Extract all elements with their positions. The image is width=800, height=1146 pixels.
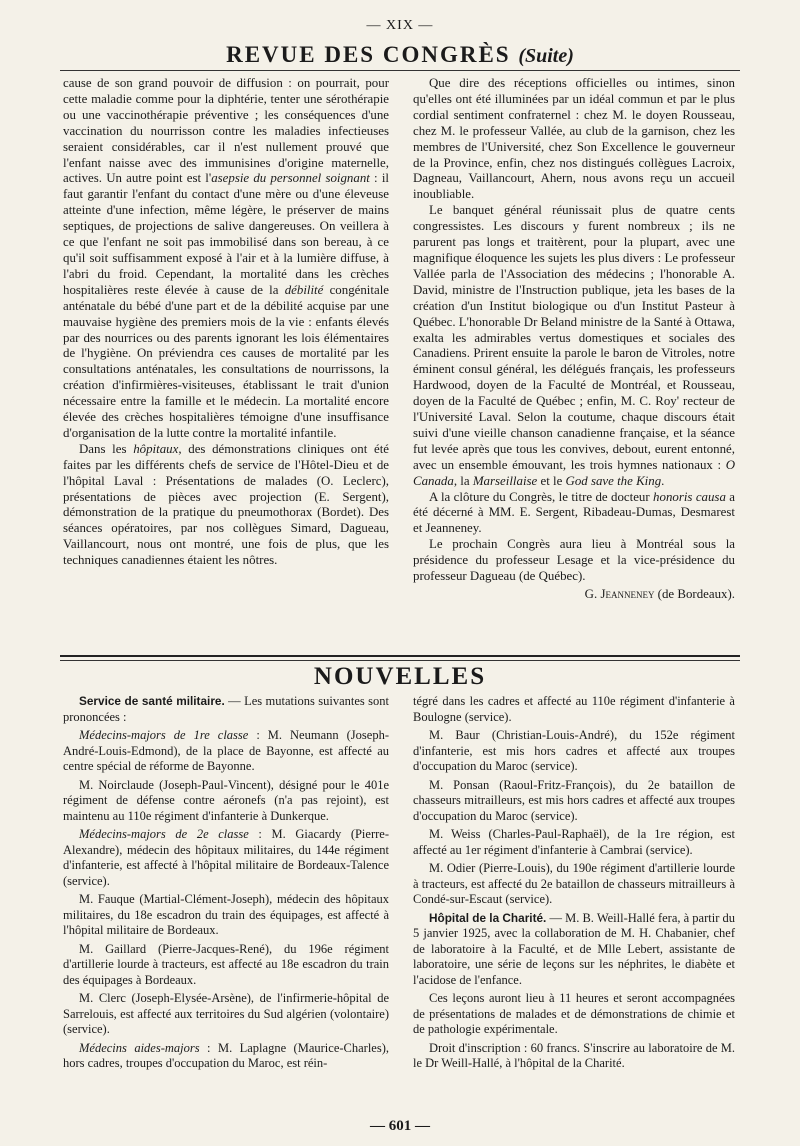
news-item: M. Gaillard (Pierre-Jacques-René), du 196e régiment d'artillerie lourde à tracteurs, est affecté au 18e escadron du train des équipages à Bordeaux. [63,941,389,987]
news-item: Ces leçons auront lieu à 11 heures et seront accompagnées de présentations de malades et de démonstrations de chimie et de pathologie expérimentale. [413,991,735,1036]
suite-label: (Suite) [518,45,574,67]
news-item: tégré dans les cadres et affecté au 110e régiment d'infanterie à Boulogne (service). [413,694,735,724]
top-left-column [63,76,389,569]
news-item: Droit d'inscription : 60 francs. S'inscrire au laboratoire de M. le Dr Weill-Hallé, à l'hôpital de la Charité. [413,1040,735,1070]
journal-title: REVUE DES CONGRÈS [226,42,511,67]
nouvelles-heading: NOUVELLES [313,663,487,690]
bottom-left-column [63,694,389,1072]
news-item: M. Clerc (Joseph-Elysée-Arsène), de l'infirmerie-hôpital de Sarrelouis, est affecté aux territoires du Sud algérien (volontaire) (service). [63,991,389,1036]
news-item: Médecins-majors de 2e classe : M. Giacardy (Pierre-Alexandre), médecin des hôpitaux militaires, du 144e régiment d'infanterie, est affecté à l'hôpital militaire de Bordeaux-Talence (service). [63,827,389,888]
roman-page-number: — XIX — [366,18,434,33]
bottom-right-column [413,694,735,1072]
news-item: Médecins aides-majors : M. Laplagne (Maurice-Charles), hors cadres, troupes d'occupation du Maroc, est réin- [63,1040,390,1070]
news-item: Hôpital de la Charité. — M. B. Weill-Hallé fera, à partir du 5 janvier 1925, avec la collaboration de M. H. Chabanier, chef de laboratoire à la Faculté, et de Mlle Lebert, assistante de laboratoire, une série de leçons sur les néphrites, le diabète et l'acidose de l'enfance. [413,910,735,987]
news-item: M. Ponsan (Raoul-Fritz-François), du 2e bataillon de chasseurs mitrailleurs, est mis hors cadres et affecté aux troupes d'occupation du Maroc (service). [413,777,735,823]
section-heading [0,42,800,69]
author-signature: G. Jeanneney (de Bordeaux). [584,587,735,601]
news-item: M. Weiss (Charles-Paul-Raphaël), de la 1re région, est affecté au 1er régiment d'infanterie à Cambrai (service). [413,827,735,857]
header-rule [60,70,740,71]
page-number: — 601 — [370,1118,430,1134]
news-item: Service de santé militaire. — Les mutations suivantes sont prononcées : [63,694,389,724]
paragraph: Le prochain Congrès aura lieu à Montréal sous la présidence du professeur Lesage et la vice-présidence du professeur Dagueau (de Québec). [413,537,735,584]
news-item: M. Fauque (Martial-Clément-Joseph), médecin des hôpitaux militaires, du 18e escadron du train des équipages, est affecté à l'hôpital militaire de Bordeaux. [63,892,389,937]
paragraph: Le banquet général réunissait plus de quatre cents congressistes. Les discours y furent nombreux ; ils ne parurent pas longs et traitèrent, pour la plupart, avec une magnifique éloquence les sujets les plus divers : Le professeur Vallée parla de l'Association des médecins ; l'honorable A. David, ministre de l'Instruction publique, jeta les bases de la création d'un Institut biologique ou d'un Institut Pasteur à Québec. L'honorable Dr Beland ministre de la Santé à Ottawa, exalta les admirables vertus domestiques et sociales des Canadiens. Prirent ensuite la parole le baron de Vitroles, notre éminent consul général, les délégués français, les professeurs Hardwood, doyen de la Faculté de Montréal, et Rousseau, doyen de la Faculté de Québec ; enfin, M. C. Roy' recteur de l'Université Laval. Selon la coutume, chaque discours était suivi d'une vieille chanson canadienne française, et la séance fut levée après que tous les convives, debout, eurent entonné, avec un ensemble émouvant, les trois hymnes nationaux : O Canada, la Marseillaise et le God save the King. [413,203,735,488]
news-item: M. Odier (Pierre-Louis), du 190e régiment d'artillerie lourde à tracteurs, est affecté du 2e bataillon de chasseurs mitrailleurs à Condé-sur-Escaut (service). [413,861,735,906]
paragraph: cause de son grand pouvoir de diffusion : on pourrait, pour cette maladie comme pour la diphtérie, tenter une sérothérapie ou une vaccinothérapie préventive ; les conséquences d'une vaccination du nourrisson contre les maladies infectieuses seraient considérables, car il n'est nullement prouvé que l'enfant naisse avec des immunisines d'origine maternelle, actives. Un autre point est l'asepsie du personnel soignant : il faut garantir l'enfant du contact d'une mère ou d'une éleveuse atteinte d'une infection, même légère, le préserver de mains septiques, de projections de salive dangereuses. On veillera à ce que l'enfant ne soit pas immobilisé dans son bereau, à ce qu'il soit suffisamment exposé à l'air et à la lumière diffuse, à l'abri du froid. Cependant, la mortalité dans les crèches hospitalières reste élevée à cause de la débilité congénitale anténatale du bébé d'une part et de la débilité acquise par une mauvaise hygiène des premiers mois de la vie : enfants élevés par des nourrices ou des parents ignorant les lois élémentaires de l'hygiène. On préviendra ces causes de mortalité par les consultations anténatales, les consultations de nourrissons, la création d'infirmières-visiteuses, établissant le trait d'union nécessaire entre la famille et le médecin. La mortalité encore élevée des crèches hospitalières témoigne d'une insuffisance d'organisation de la lutte contre la mortalité infantile. [63,76,389,440]
section-rule [60,655,740,657]
top-right-column [413,76,735,603]
paragraph: Dans les hôpitaux, des démonstrations cliniques ont été faites par les différents chefs de service de l'Hôtel-Dieu et de l'hôpital Laval : Présentations de malades (O. Leclerc), présentations de pièces avec projection (E. Sergent), démonstration de la pratique du pneumothorax (Bordet). Des séances opératoires, par nos collègues Simard, Dagueau, Vaillancourt, nous ont montré, une fois de plus, que les techniques canadiennes étaient les nôtres. [63,441,389,568]
news-item: M. Noirclaude (Joseph-Paul-Vincent), désigné pour le 401e régiment de défense contre aéronefs (n'a pas rejoint), est maintenu au 110e régiment d'infanterie à Dunkerque. [63,777,389,823]
news-item: Médecins-majors de 1re classe : M. Neumann (Joseph-André-Louis-Edmond), de la place de Bayonne, est affecté au centre spécial de réforme de Bayonne. [63,728,389,773]
paragraph: Que dire des réceptions officielles ou intimes, sinon qu'elles ont été illuminées par un idéal commun et par le plus cordial sentiment confraternel : chez M. le doyen Rousseau, chez M. le professeur Vallée, au club de la garnison, chez les membres de l'Université, chez Son Excellence le gouverneur de la Province, enfin, chez nos distingués collègues Lacroix, Dagneau, Vaillancourt, Ahern, nous avons reçu un accueil inoubliable. [413,76,735,202]
paragraph: A la clôture du Congrès, le titre de docteur honoris causa a été décerné à MM. E. Sergent, Ribadeau-Dumas, Desmarest et Jeanneney. [413,489,736,536]
news-item: M. Baur (Christian-Louis-André), du 152e régiment d'infanterie, est mis hors cadres et affecté aux troupes d'occupation du Maroc (service). [413,728,735,773]
section-rule-thin [60,660,740,661]
